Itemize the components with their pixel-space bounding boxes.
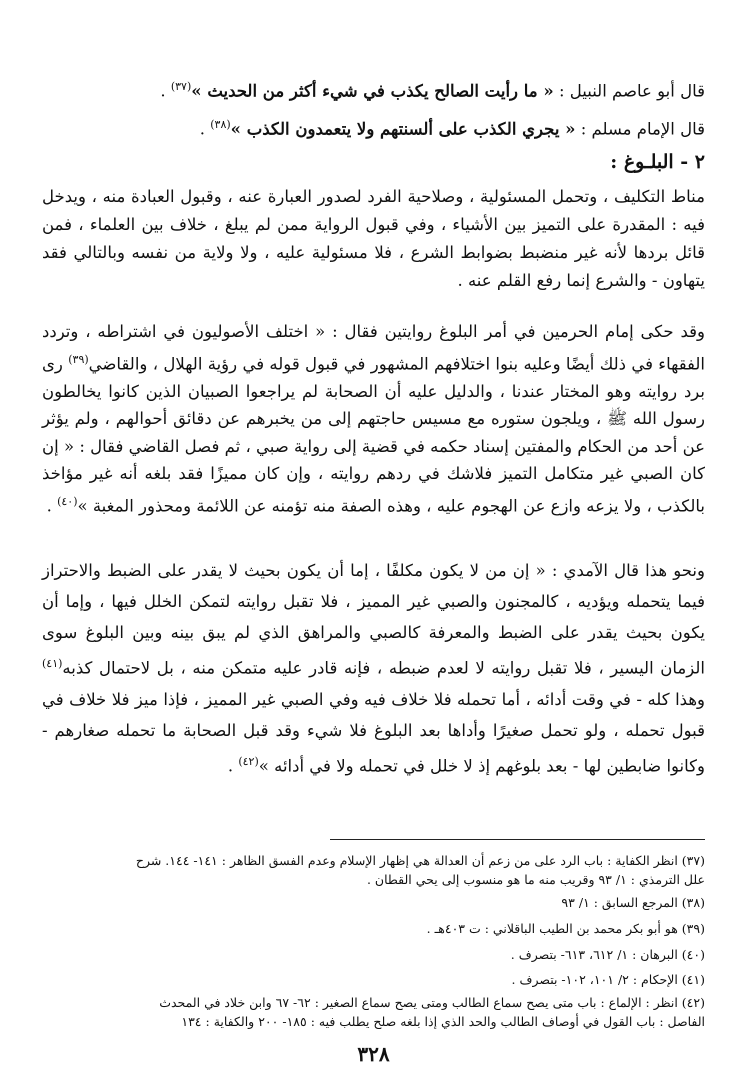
- footnote-ref-37: (٣٧): [170, 80, 192, 93]
- quote-muslim-intro: قال الإمام مسلم :: [580, 119, 705, 139]
- footnote-38: (٣٨) المرجع السابق : ١/ ٩٣: [561, 895, 705, 910]
- footnote-37-line2: علل الترمذي : ١/ ٩٣ وقريب منه ما هو منسوب إلى يحي القطان .: [366, 872, 705, 887]
- page-number: ٣٢٨: [357, 1042, 390, 1066]
- paragraph-amidi: [42, 555, 705, 781]
- footnote-ref-39: (٣٩): [68, 352, 89, 366]
- footnote-40: (٤٠) البرهان : ١/ ٦١٢، ٦١٣- بتصرف .: [510, 947, 705, 962]
- footnote-41: (٤١) الإحكام : ٢/ ١٠١، ١٠٢- بتصرف .: [511, 972, 705, 987]
- paragraph-amidi-end: .: [227, 756, 234, 775]
- footnote-37-line1: (٣٧) انظر الكفاية : باب الرد على من زعم أن العدالة هي إظهار الإسلام وعدم الفسق الظاهر : ١٤١- ١٤٤. شرح: [135, 853, 705, 868]
- footnote-42-line1: (٤٢) انظر : الإلماع : باب متى يصح سماع الطالب ومتى يصح سماع الصغير : ٦٢- ٦٧ وابن خلاد في المحدث: [159, 995, 705, 1010]
- footnote-ref-42: (٤٢): [238, 754, 259, 768]
- quote-abu-asim-end: .: [160, 81, 166, 101]
- quote-muslim: [42, 110, 705, 145]
- quote-muslim-end: .: [199, 119, 205, 139]
- section-heading: ٢ - البلـوغ :: [610, 151, 705, 173]
- footnote-separator: [330, 839, 705, 840]
- paragraph-puberty: مناط التكليف ، وتحمل المسئولية ، وصلاحية الفرد لصدور العبارة عنه ، وقبول العبادة منه ، ويدخل فيه : المقدرة على التميز بين الأشياء ، وفي قبول الرواية ممن لم يبلغ ، خلاف بين العلماء ، فمن قائل بردها لأنه غير منضبط بضوابط الشرع ، فلا مسئولية عليه ، ولا ولاية من نفسه وبالتالي فقد يتهاون - والشرع إنما رفع القلم عنه .: [42, 187, 705, 290]
- quote-muslim-text: « يجري الكذب على ألسنتهم ولا يتعمدون الكذب »: [230, 119, 576, 139]
- footnote-ref-41: (٤١): [42, 657, 63, 670]
- paragraph-imam-haramayn: [42, 318, 705, 520]
- footnote-ref-40: (٤٠): [57, 494, 78, 508]
- paragraph-amidi-part1: ونحو هذا قال الآمدي : « إن من لا يكون مكلفًا ، إما أن يكون بحيث لا يقدر على الضبط والاحتراز فيما يتحمله ويؤديه ، كالمجنون والصبي غير المميز ، فلا تقبل روايته لتمكن الخلل فيها ، وإما أن يكون بحيث يقدر على الضبط والمعرفة كالصبي والمراهق الذي لم يبق بينه وبين البلوغ سوى الزمان اليسير ، فلا تقبل روايته لا لعدم ضبطه ، فإنه قادر عليه متمكن منه ، بل لاحتمال كذبه: [42, 561, 705, 678]
- footnote-42-line2: الفاصل : باب القول في أوصاف الطالب والحد الذي إذا بلغه صلح يطلب فيه : ١٨٥- ٢٠٠ والكفاية : ١٣٤: [181, 1014, 705, 1029]
- paragraph-imam-haramayn-part2: رى برد روايته وهو المختار عندنا ، والدليل عليه أن الصحابة لم يراجعوا الصبيان الذين كانوا يخالطون رسول الله ﷺ ، ويلجون ستوره مع مسيس حاجتهم إلى من يخبرهم عن دقائق أحوالهم ، ولم يؤثر عن أحد من الحكام والمفتين إسناد حكمه في قضية إلى رواية صبي ، ثم فصل القاضي فقال : « إن كان الصبي غير متكامل التميز فلاشك في ردهم روايته ، وإن كان مميزًا فقد بلغه أنه غير مؤاخذ بالكذب ، ولا يزعه وازع عن الهجوم عليه ، وهذه الصفة منه تؤمنه عن اللائمة ومحذور المغبة »: [42, 354, 705, 515]
- footnote-ref-38: (٣٨): [210, 118, 231, 131]
- quote-abu-asim-intro: قال أبو عاصم النبيل :: [558, 81, 705, 101]
- quote-abu-asim: [42, 72, 705, 107]
- footnote-39: (٣٩) هو أبو بكر محمد بن الطيب الباقلاني : ت ٤٠٣هـ .: [426, 921, 705, 936]
- paragraph-amidi-part2: وهذا كله - في وقت أدائه ، أما تحمله فلا خلاف فيه وفي الصبي غير المميز ، فإذا ميز فلا خلاف في قبول تحمله ، ولو تحمل صغيرًا وأداها بعد البلوغ فلا شيء وقد قبل الصحابة ما تحمله صغارهم - وكانوا ضابطين لها - بعد بلوغهم إذ لا خلل في تحمله ولا في أدائه »: [42, 689, 705, 775]
- paragraph-imam-haramayn-part1: وقد حكى إمام الحرمين في أمر البلوغ روايتين فقال : « اختلف الأصوليون في اشتراطه ، وتردد الفقهاء في ذلك أيضًا وعليه بنوا اختلافهم المشهور في قبول قوله في رؤية الهلال ، والقاضي: [42, 322, 706, 373]
- paragraph-imam-haramayn-end: .: [46, 496, 52, 515]
- quote-abu-asim-text: « ما رأيت الصالح يكذب في شيء أكثر من الحديث »: [191, 81, 554, 101]
